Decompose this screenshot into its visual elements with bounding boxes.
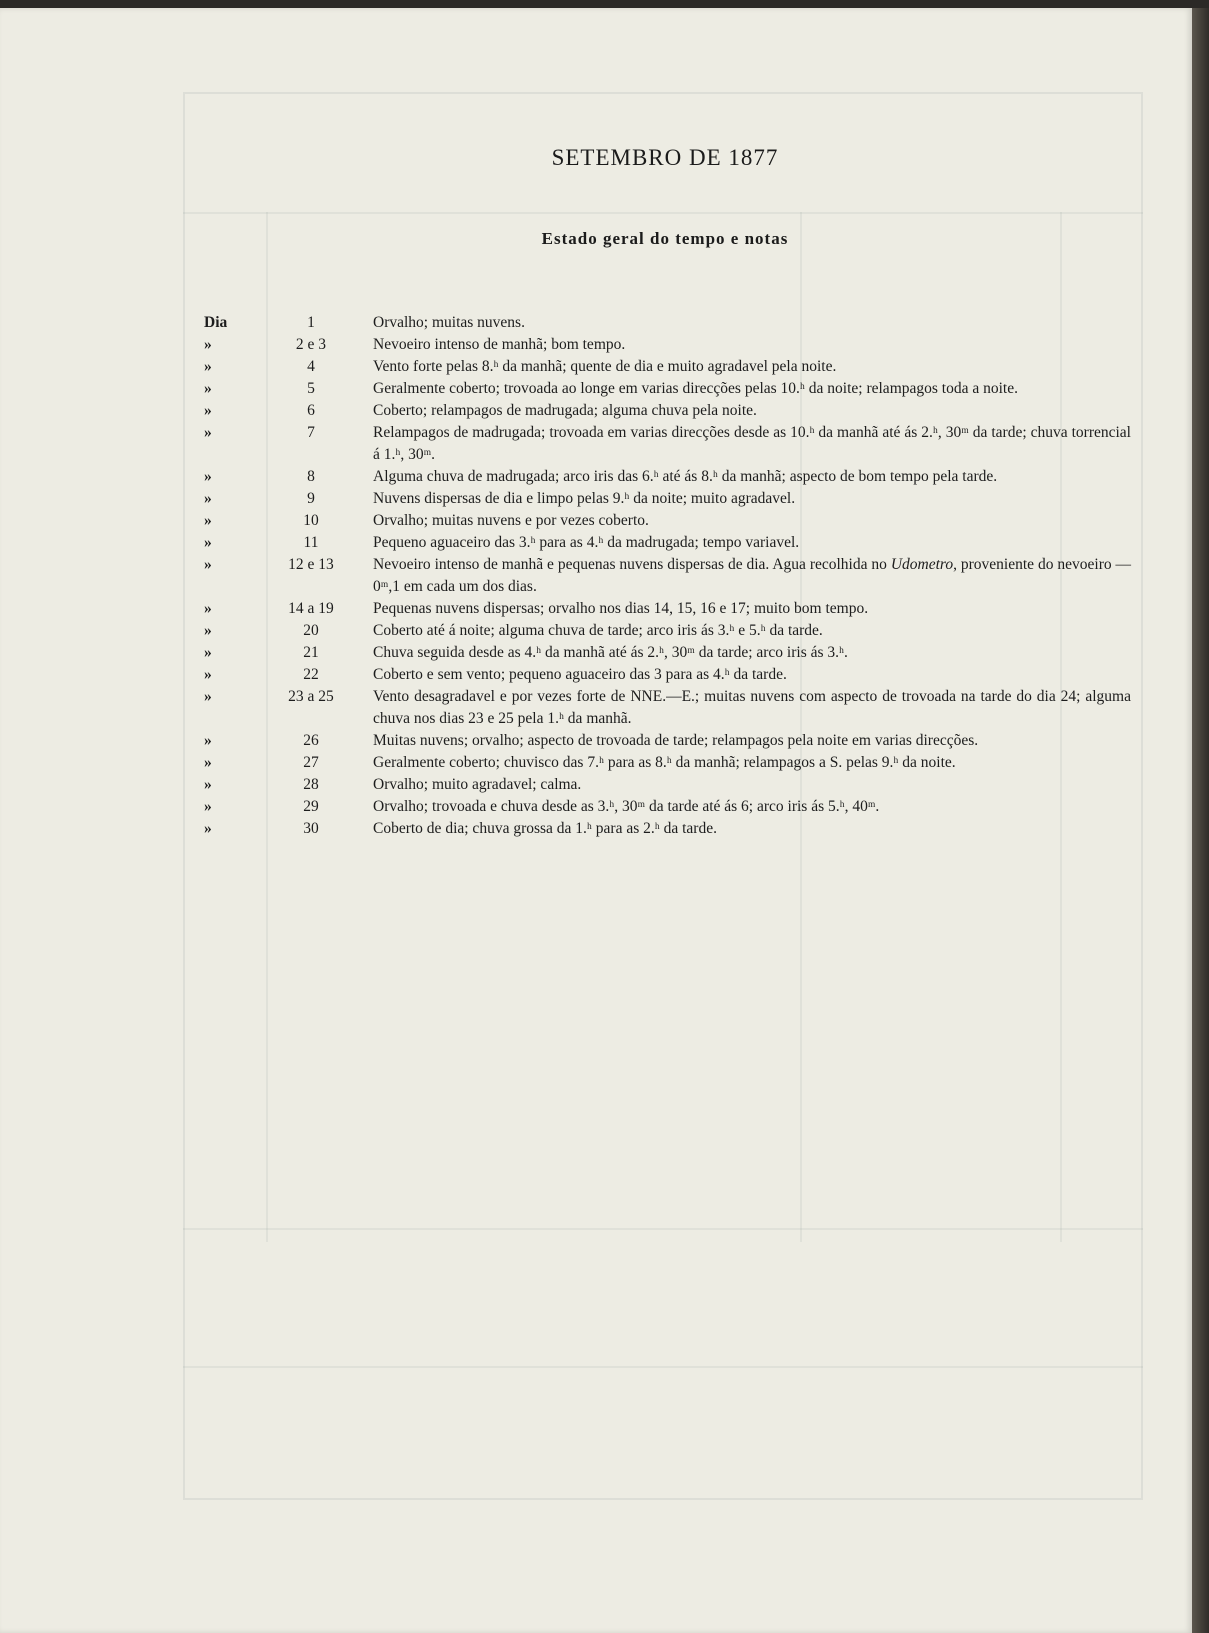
note-row: [0, 818, 1192, 840]
note-row: [0, 532, 1192, 554]
ditto-mark: »: [204, 336, 212, 353]
ditto-mark: »: [204, 358, 212, 375]
weather-note: Nevoeiro intenso de manhã e pequenas nuvens dispersas de dia. Agua recolhida no Udometro, proveniente do nevoeiro — 0ᵐ,1 em cada um dos dias.: [373, 556, 1132, 595]
ditto-mark: »: [204, 600, 212, 617]
day-number: 1: [307, 314, 315, 331]
note-row: [0, 664, 1192, 686]
weather-note: Muitas nuvens; orvalho; aspecto de trovoada de tarde; relampagos pela noite em varias direcções.: [373, 732, 979, 749]
instrument-name: Udometro: [890, 556, 954, 573]
weather-note: Relampagos de madrugada; trovoada em varias direcções desde as 10.ʰ da manhã até ás 2.ʰ, 30ᵐ da tarde; chuva torrencial á 1.ʰ, 30ᵐ.: [373, 424, 1131, 463]
day-number: 23 a 25: [288, 688, 334, 705]
weather-note: Pequeno aguaceiro das 3.ʰ para as 4.ʰ da madrugada; tempo variavel.: [373, 534, 800, 551]
ditto-mark: »: [204, 490, 212, 507]
weather-note: Vento forte pelas 8.ʰ da manhã; quente de dia e muito agradavel pela noite.: [373, 358, 837, 375]
ditto-mark: »: [204, 798, 212, 815]
weather-note: Orvalho; muitas nuvens e por vezes coberto.: [373, 512, 649, 529]
note-row: [0, 598, 1192, 620]
note-row: [0, 730, 1192, 752]
day-number: 12 e 13: [288, 556, 334, 573]
show-through-rule: [183, 1228, 1143, 1230]
day-number: 8: [307, 468, 315, 485]
weather-note: Orvalho; muito agradavel; calma.: [373, 776, 582, 793]
note-row: [0, 378, 1192, 400]
note-row: [0, 334, 1192, 356]
show-through-rule: [183, 212, 1143, 214]
ditto-mark: »: [204, 512, 212, 529]
ditto-mark: Dia: [204, 314, 228, 331]
ditto-mark: »: [204, 754, 212, 771]
ditto-mark: »: [204, 534, 212, 551]
weather-note: Nuvens dispersas de dia e limpo pelas 9.ʰ da noite; muito agradavel.: [373, 490, 796, 507]
weather-note: Pequenas nuvens dispersas; orvalho nos dias 14, 15, 16 e 17; muito bom tempo.: [373, 600, 869, 617]
ditto-mark: »: [204, 820, 212, 837]
day-number: 6: [307, 402, 315, 419]
day-number: 29: [303, 798, 319, 815]
ditto-mark: »: [204, 732, 212, 749]
day-number: 28: [303, 776, 319, 793]
daily-notes-list: [0, 312, 1192, 840]
weather-note: Geralmente coberto; chuvisco das 7.ʰ para as 8.ʰ da manhã; relampagos a S. pelas 9.ʰ da noite.: [373, 754, 956, 771]
note-row: [0, 752, 1192, 774]
note-row: [0, 488, 1192, 510]
page-title: SETEMBRO DE 1877: [551, 145, 779, 170]
day-number: 2 e 3: [295, 336, 327, 353]
note-row: [0, 796, 1192, 818]
weather-note: Nevoeiro intenso de manhã; bom tempo.: [373, 336, 626, 353]
weather-note: Coberto e sem vento; pequeno aguaceiro das 3 para as 4.ʰ da tarde.: [373, 666, 787, 683]
note-row: [0, 312, 1192, 334]
ditto-mark: »: [204, 644, 212, 661]
weather-note: Orvalho; trovoada e chuva desde as 3.ʰ, 30ᵐ da tarde até ás 6; arco iris ás 5.ʰ, 40ᵐ.: [373, 798, 880, 815]
day-number: 22: [303, 666, 319, 683]
note-row: [0, 466, 1192, 488]
weather-note: Orvalho; muitas nuvens.: [373, 314, 525, 331]
day-number: 7: [307, 424, 315, 441]
day-number: 4: [307, 358, 315, 375]
day-number: 21: [303, 644, 319, 661]
ditto-mark: »: [204, 402, 212, 419]
day-number: 27: [303, 754, 319, 771]
note-row: [0, 356, 1192, 378]
day-number: 30: [303, 820, 319, 837]
section-heading: Estado geral do tempo e notas: [541, 229, 789, 248]
weather-note: Alguma chuva de madrugada; arco iris das 6.ʰ até ás 8.ʰ da manhã; aspecto de bom tempo pela tarde.: [373, 468, 998, 485]
note-row: [0, 510, 1192, 532]
weather-note: Chuva seguida desde as 4.ʰ da manhã até ás 2.ʰ, 30ᵐ da tarde; arco iris ás 3.ʰ.: [373, 644, 848, 661]
ditto-mark: »: [204, 666, 212, 683]
note-row: [0, 774, 1192, 796]
note-row: [0, 554, 1192, 598]
note-row: [0, 400, 1192, 422]
note-row: [0, 642, 1192, 664]
day-number: 9: [307, 490, 315, 507]
note-row: [0, 686, 1192, 730]
day-number: 11: [303, 534, 319, 551]
ditto-mark: »: [204, 424, 212, 441]
weather-note: Vento desagradavel e por vezes forte de NNE.—E.; muitas nuvens com aspecto de trovoada na tarde do dia 24; alguma chuva nos dias 23 e 25 pela 1.ʰ da manhã.: [373, 688, 1131, 727]
day-number: 26: [303, 732, 319, 749]
weather-note: Geralmente coberto; trovoada ao longe em varias direcções pelas 10.ʰ da noite; relampagos toda a noite.: [373, 380, 1018, 397]
day-number: 20: [303, 622, 319, 639]
ditto-mark: »: [204, 468, 212, 485]
note-row: [0, 422, 1192, 466]
ditto-mark: »: [204, 380, 212, 397]
show-through-rule: [183, 1366, 1143, 1368]
day-number: 14 a 19: [288, 600, 334, 617]
ditto-mark: »: [204, 776, 212, 793]
ditto-mark: »: [204, 688, 212, 705]
ditto-mark: »: [204, 556, 212, 573]
weather-note: Coberto até á noite; alguma chuva de tarde; arco iris ás 3.ʰ e 5.ʰ da tarde.: [373, 622, 823, 639]
day-number: 5: [307, 380, 315, 397]
day-number: 10: [303, 512, 319, 529]
ditto-mark: »: [204, 622, 212, 639]
note-row: [0, 620, 1192, 642]
weather-note: Coberto; relampagos de madrugada; alguma chuva pela noite.: [373, 402, 757, 419]
page-edge-shadow: [1192, 8, 1209, 1633]
weather-note: Coberto de dia; chuva grossa da 1.ʰ para as 2.ʰ da tarde.: [373, 820, 717, 837]
